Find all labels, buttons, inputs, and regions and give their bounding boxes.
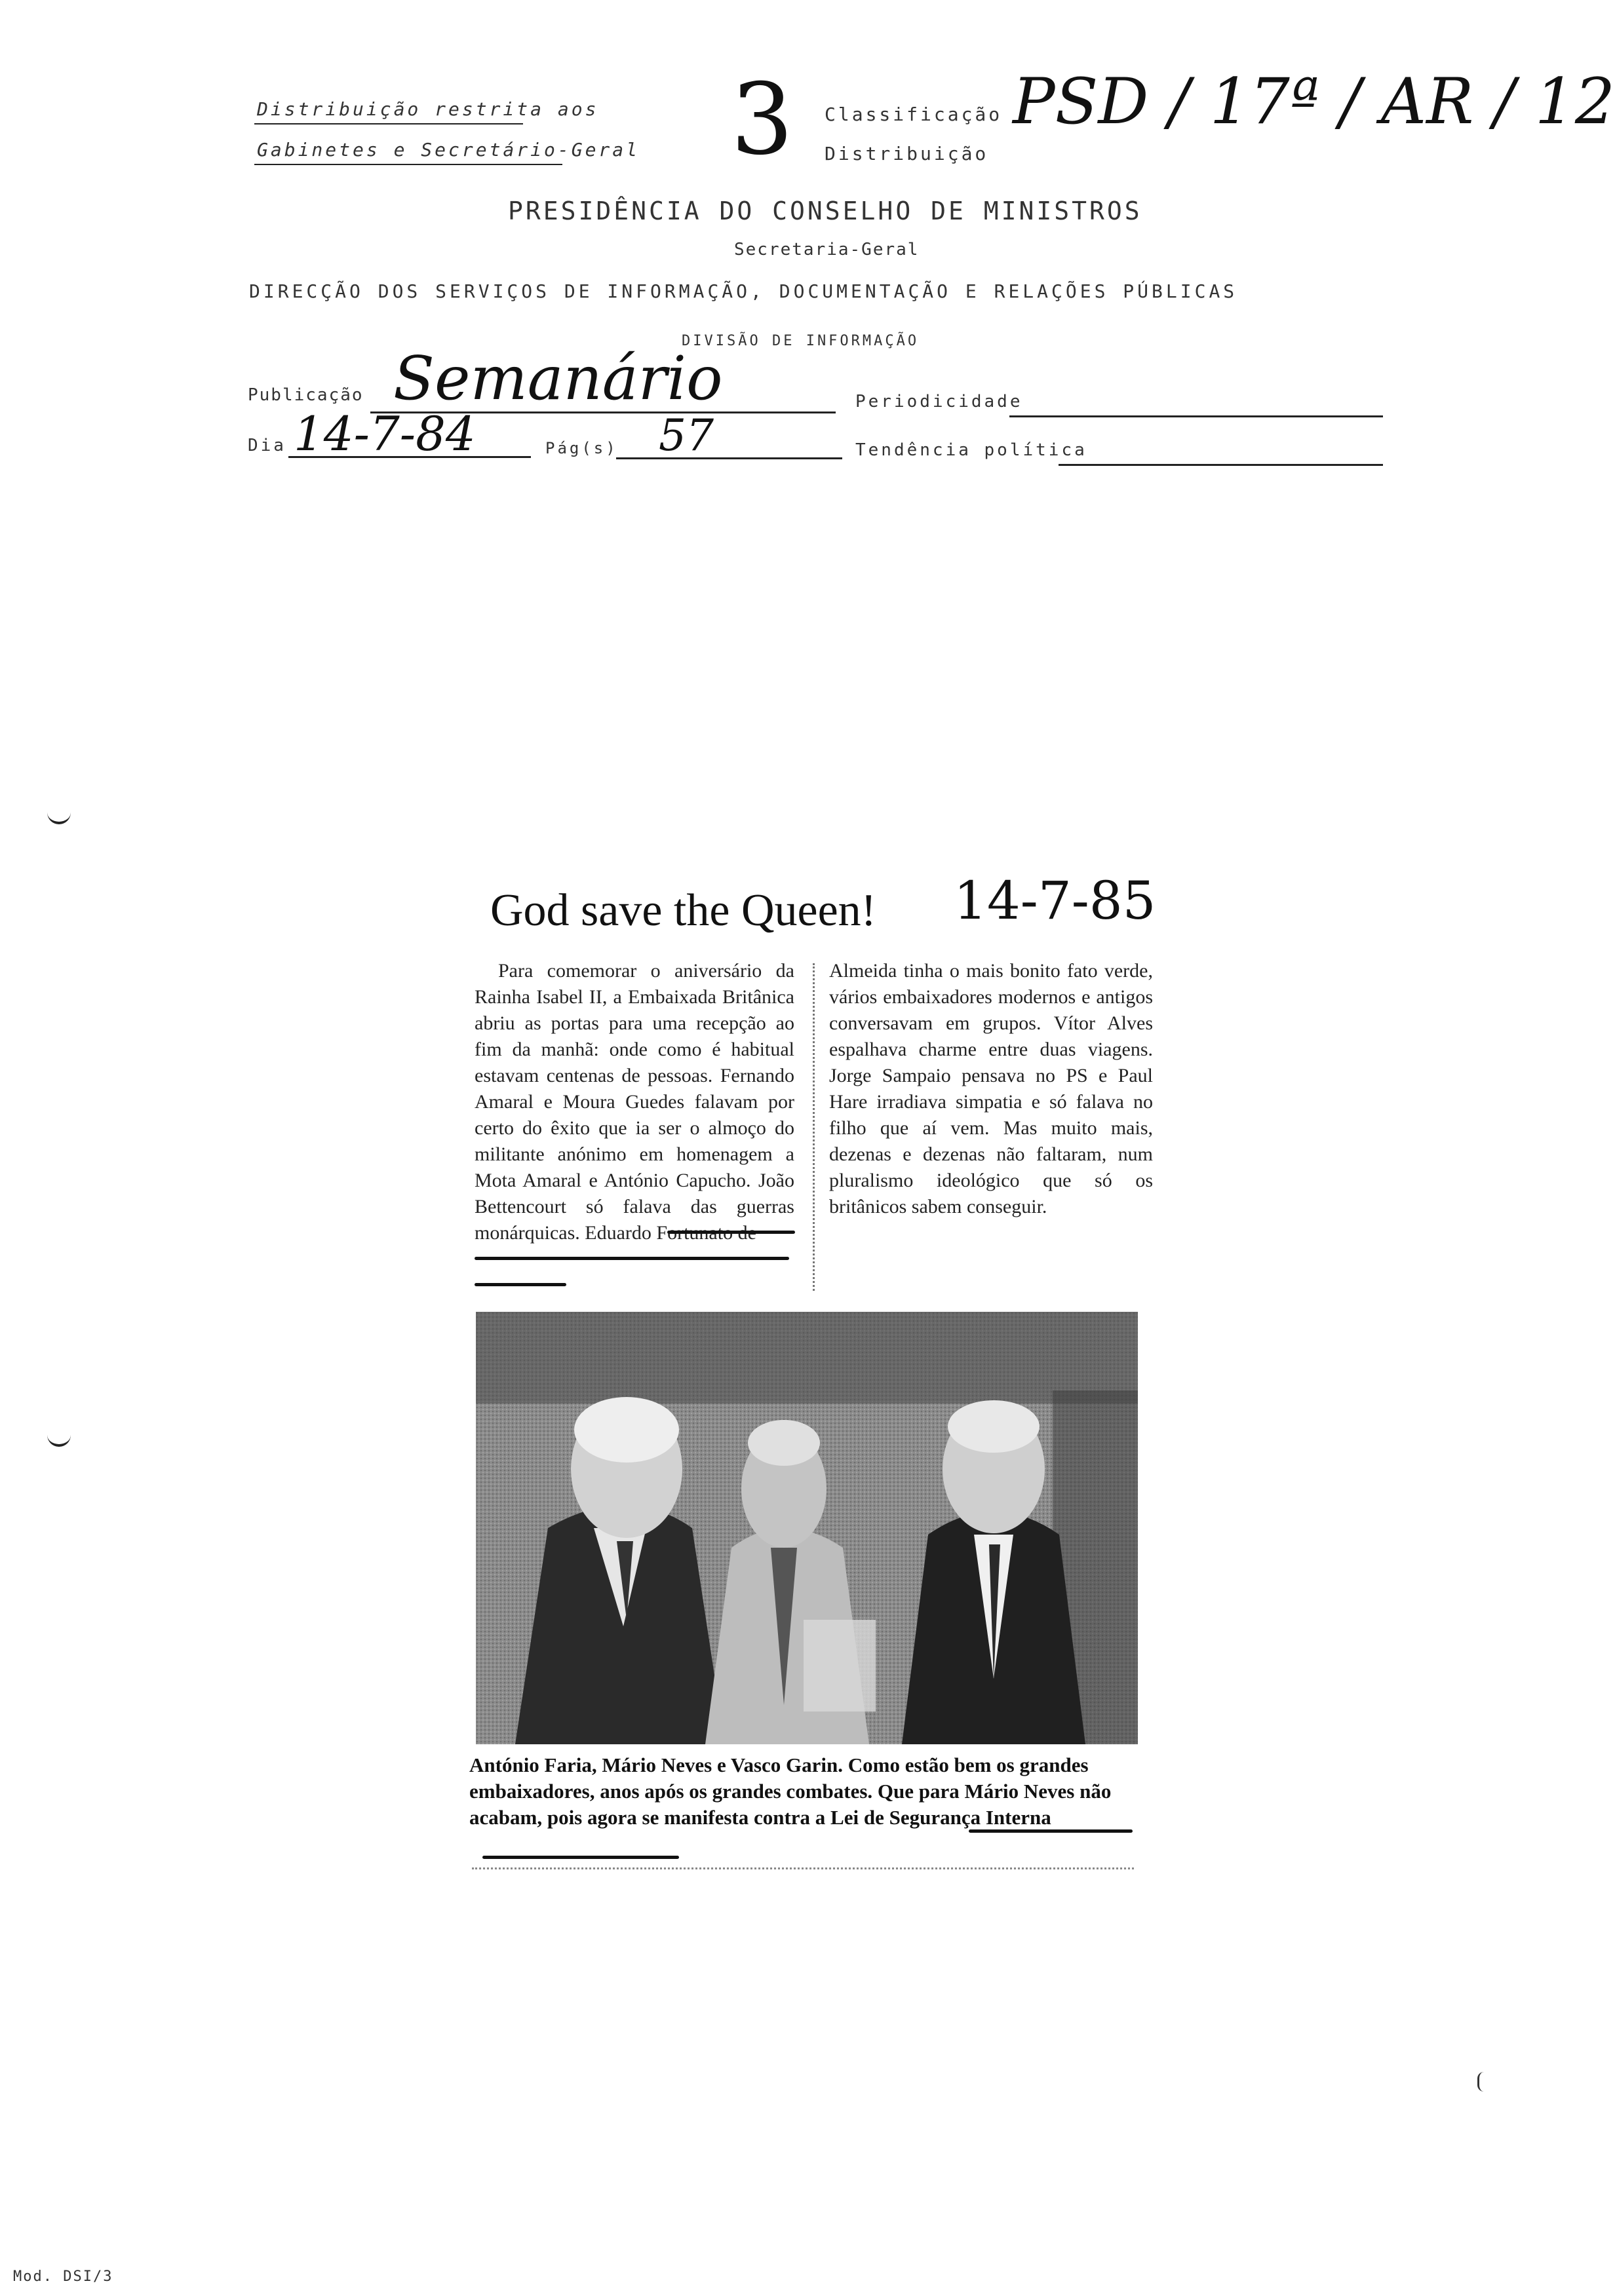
handwritten-article-date: 14-7-85 — [954, 870, 1156, 931]
distribution-underline-1 — [254, 123, 523, 124]
page-value: 57 — [659, 410, 714, 461]
photo-three-men-illustration — [476, 1312, 1138, 1744]
distribution-underline-2 — [254, 164, 562, 165]
handwritten-number: 3 — [731, 63, 794, 177]
stray-mark-right — [1477, 2072, 1486, 2092]
political-tendency-field-line — [1059, 464, 1383, 466]
article-title: God save the Queen! — [490, 885, 876, 936]
handwritten-underline-2 — [475, 1257, 789, 1260]
political-tendency-label: Tendência política — [855, 440, 1087, 460]
page-label: Pág(s) — [545, 439, 618, 457]
directorate-name: DIRECÇÃO DOS SERVIÇOS DE INFORMAÇÃO, DOCUMENTAÇÃO E RELAÇÕES PÚBLICAS — [249, 280, 1238, 302]
handwritten-underline-1 — [667, 1231, 795, 1234]
publication-value: Semanário — [393, 343, 723, 413]
model-code: Mod. DSI/3 — [13, 2268, 113, 2285]
page-field-line — [616, 457, 842, 459]
division-name: DIVISÃO DE INFORMAÇÃO — [682, 333, 920, 349]
photo-caption: António Faria, Mário Neves e Vasco Garin. Como estão bem os grandes embaixadores, anos após os grandes combates. Que para Mário Neves não acabam, pois agora se manifesta contra a Lei de Segurança Interna — [469, 1753, 1112, 1829]
article-column-2 — [829, 958, 1153, 1220]
article-paragraph: Para comemorar o aniversário da Rainha Isabel II, a Embaixada Britânica abriu as portas para uma recepção ao fim da manhã: onde como é habitual estavam centenas de pessoas. Fernando Amaral e Moura Guedes falavam por certo do êxito que ia ser o almoço do militante anónimo em homenagem a Mota Amaral e António Capucho. João Bettencourt só falava das guerras monárquicas. Eduardo Fortunato de — [475, 960, 794, 1244]
distribution-label: Distribuição — [825, 143, 989, 164]
handwritten-reference: PSD / 17ª / AR / 12 — [1013, 65, 1615, 138]
day-label: Dia — [248, 436, 286, 455]
periodicity-field-line — [1009, 415, 1383, 417]
caption-block — [469, 1752, 1131, 1831]
caption-underline-right — [969, 1829, 1133, 1833]
distribution-restricted-line1: Distribuição restrita aos — [257, 98, 599, 120]
clipping-bottom-edge — [472, 1867, 1134, 1869]
organization-name: PRESIDÊNCIA DO CONSELHO DE MINISTROS — [508, 197, 1142, 225]
distribution-restricted-line2: Gabinetes e Secretário-Geral — [257, 139, 640, 161]
column-separator — [813, 963, 815, 1291]
department-name: Secretaria-Geral — [734, 240, 920, 259]
article-photo — [476, 1312, 1138, 1744]
handwritten-underline-3 — [475, 1283, 566, 1286]
publication-label: Publicação — [248, 385, 364, 405]
periodicity-label: Periodicidade — [855, 392, 1023, 411]
article-paragraph: Almeida tinha o mais bonito fato verde, vários embaixadores modernos e antigos conversavam em grupos. Vítor Alves espalhava charme entre duas viagens. Jorge Sampaio pensava no PS e Paul Hare irradiava simpatia e só falava no filho que aí vem. Mas muito mais, dezenas e dezenas não faltaram, num pluralismo ideológico que só os britânicos sabem conseguir. — [829, 960, 1153, 1217]
article-column-1 — [475, 958, 794, 1246]
punch-mark-bottom — [47, 1434, 71, 1447]
classification-label: Classificação — [825, 104, 1003, 125]
caption-underline-left — [482, 1856, 679, 1859]
day-value: 14-7-84 — [294, 406, 476, 461]
punch-mark-top — [47, 811, 71, 824]
